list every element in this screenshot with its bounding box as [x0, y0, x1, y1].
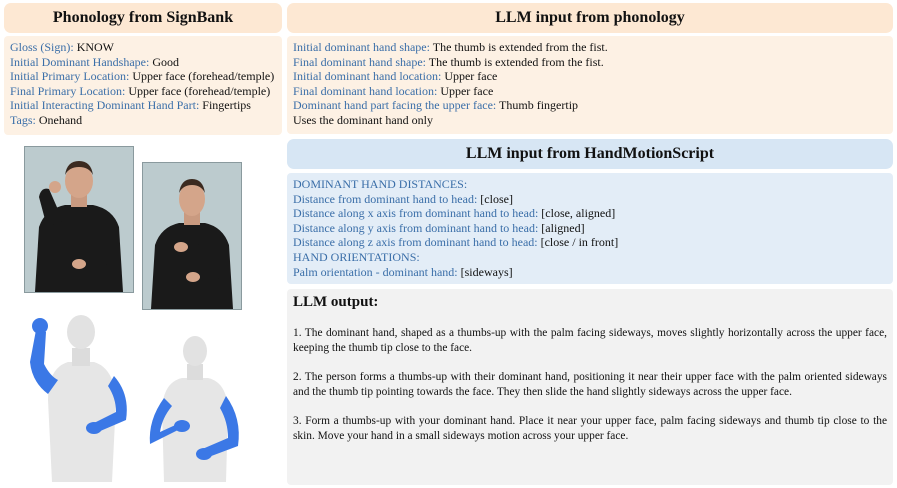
field-key: Palm orientation - dominant hand: — [293, 264, 458, 279]
field-line — [293, 250, 887, 265]
field-key: Gloss (Sign): — [10, 40, 74, 54]
field-line — [10, 113, 276, 128]
llm-output-list — [293, 326, 887, 444]
signbank-list — [10, 40, 276, 128]
field-line — [10, 98, 276, 113]
llm-output-item: 1. The dominant hand, shaped as a thumbs-up with the palm facing sideways, moves slightly horizontally across the upper face, keeping the thumb tip close to the face. — [293, 326, 887, 354]
field-value: Upper face (forehead/temple) — [128, 83, 271, 98]
field-key: Distance along x axis from dominant hand to head: — [293, 206, 539, 221]
field-value: KNOW — [76, 40, 115, 54]
field-key: Final Primary Location: — [10, 83, 126, 98]
llm-output-title: LLM output: — [293, 294, 379, 310]
field-key: Dominant hand part facing the upper face: — [293, 98, 497, 113]
signbank-box — [4, 36, 282, 135]
field-line — [293, 84, 887, 99]
signer-photo-initial — [24, 146, 134, 293]
llm-output-item: 2. The person forms a thumbs-up with their dominant hand, positioning it near their upper face with the palm oriented sideways and the thumb tip pointing towards the face. They then slide the hand slightly sideways across the upper face. — [293, 370, 887, 398]
field-key: HAND ORIENTATIONS: — [293, 249, 420, 264]
field-line — [293, 55, 887, 70]
field-key: Distance along y axis from dominant hand to head: — [293, 220, 539, 235]
field-key: Tags: — [10, 112, 36, 127]
field-key: Final dominant hand location: — [293, 83, 438, 98]
phonology-list — [293, 40, 887, 128]
field-value: Upper face (forehead/temple) — [132, 69, 275, 84]
phonology-input-box — [287, 36, 893, 134]
field-value: [close / in front] — [540, 235, 619, 250]
field-key: Distance along z axis from dominant hand to head: — [293, 235, 538, 250]
field-key: Initial Primary Location: — [10, 69, 130, 84]
field-line — [293, 177, 887, 192]
field-value: [sideways] — [460, 264, 513, 279]
avatar-final — [142, 334, 248, 482]
field-value: [aligned] — [541, 220, 585, 235]
field-value: Thumb fingertip — [499, 98, 579, 113]
field-value: Upper face — [440, 83, 494, 98]
field-key: Initial dominant hand shape: — [293, 40, 430, 54]
field-line — [293, 98, 887, 113]
field-line — [293, 40, 887, 55]
phonology-input-header: LLM input from phonology — [287, 3, 893, 33]
field-value: Uses the dominant hand only — [293, 112, 433, 127]
field-key: DOMINANT HAND DISTANCES: — [293, 177, 468, 191]
field-line — [10, 84, 276, 99]
avatar-initial — [18, 310, 140, 482]
field-value: Upper face — [444, 69, 498, 84]
field-key: Initial dominant hand location: — [293, 69, 442, 84]
field-key: Initial Dominant Handshape: — [10, 54, 150, 69]
llm-output-item: 3. Form a thumbs-up with your dominant hand. Place it near your upper face, palm facing sideways and thumb tip close to the skin. Move your hand in a small sideways motion across your upper face. — [293, 414, 887, 442]
field-line — [10, 69, 276, 84]
field-line — [293, 192, 887, 207]
field-key: Final dominant hand shape: — [293, 54, 426, 69]
field-key: Distance from dominant hand to head: — [293, 191, 478, 206]
field-line — [293, 69, 887, 84]
field-value: The thumb is extended from the fist. — [432, 40, 608, 54]
hms-input-header: LLM input from HandMotionScript — [287, 139, 893, 169]
field-line — [293, 113, 887, 128]
hms-list — [293, 177, 887, 279]
field-line — [293, 206, 887, 221]
llm-output-box — [287, 289, 893, 485]
signer-photo-final — [142, 162, 242, 310]
field-value: [close, aligned] — [541, 206, 616, 221]
signbank-header: Phonology from SignBank — [4, 3, 282, 33]
field-key: Initial Interacting Dominant Hand Part: — [10, 98, 200, 113]
hms-input-box — [287, 173, 893, 284]
field-line — [293, 265, 887, 280]
field-value: [close] — [480, 191, 513, 206]
field-line — [10, 55, 276, 70]
field-value: Good — [152, 54, 179, 69]
field-line — [293, 221, 887, 236]
field-line — [10, 40, 276, 55]
field-value: The thumb is extended from the fist. — [428, 54, 604, 69]
field-value: Onehand — [38, 112, 83, 127]
field-line — [293, 235, 887, 250]
field-value: Fingertips — [202, 98, 251, 113]
